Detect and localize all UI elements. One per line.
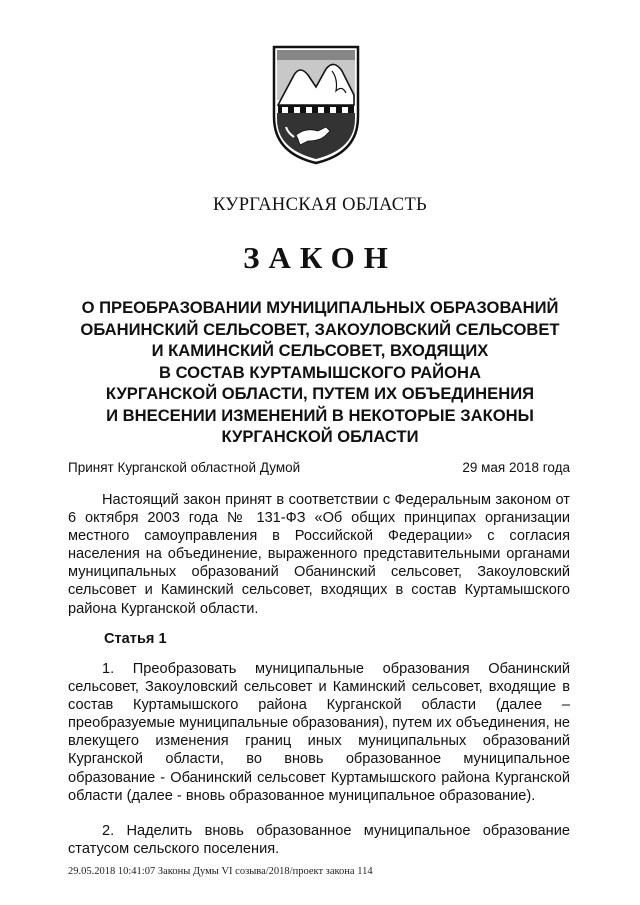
adopted-by: Принят Курганской областной Думой bbox=[68, 460, 301, 475]
law-title-line: И ВНЕСЕНИИ ИЗМЕНЕНИЙ В НЕКОТОРЫЕ ЗАКОНЫ bbox=[106, 405, 534, 425]
law-title-line: ОБАНИНСКИЙ СЕЛЬСОВЕТ, ЗАКОУЛОВСКИЙ СЕЛЬСОВЕТ bbox=[80, 319, 560, 339]
preamble-paragraph: Настоящий закон принят в соответствии с Федеральным законом от 6 октября 2003 года № 131-ФЗ «Об общих принципах организации местного самоуправления в Российской Федерации» с согласия населения на объединение, выраженного представительными органами муниципальных образований Обанинский сельсовет, Закоуловский сельсовет и Каминский сельсовет, входящих в состав Куртамышского района Курганской области. bbox=[68, 492, 570, 617]
adoption-row bbox=[68, 460, 570, 475]
coat-of-arms-icon bbox=[272, 45, 360, 165]
law-title bbox=[40, 297, 600, 448]
law-title-line: О ПРЕОБРАЗОВАНИИ МУНИЦИПАЛЬНЫХ ОБРАЗОВАНИЙ bbox=[81, 298, 559, 317]
law-title-line: И КАМИНСКИЙ СЕЛЬСОВЕТ, ВХОДЯЩИХ bbox=[151, 341, 489, 360]
law-title-line: КУРГАНСКОЙ ОБЛАСТИ, ПУТЕМ ИХ ОБЪЕДИНЕНИЯ bbox=[105, 384, 535, 403]
law-title-line: КУРГАНСКОЙ ОБЛАСТИ bbox=[221, 427, 419, 446]
article-heading: Статья 1 bbox=[104, 631, 167, 647]
region-name: КУРГАНСКАЯ ОБЛАСТЬ bbox=[213, 195, 427, 215]
law-title-line: В СОСТАВ КУРТАМЫШСКОГО РАЙОНА bbox=[159, 362, 481, 382]
article-item-2: 2. Наделить вновь образованное муниципальное образование статусом сельского поселения. bbox=[68, 823, 570, 858]
footer-stamp: 29.05.2018 10:41:07 Законы Думы VI созыва/2018/проект закона 114 bbox=[68, 866, 373, 877]
document-type: ЗАКОН bbox=[243, 240, 397, 275]
adoption-date: 29 мая 2018 года bbox=[462, 460, 570, 475]
article-item-1: 1. Преобразовать муниципальные образования Обанинский сельсовет, Закоуловский сельсовет и Каминский сельсовет, входящие в состав Куртамышского района Курганской области (далее – преобразуемые муниципальные образования), путем их объединения, не влекущего изменения границ иных муниципальных образований Курганской области, во вновь образованное муниципальное образование - Обанинский сельсовет Куртамышского района Курганской области (далее - вновь образованное муниципальное образование). bbox=[68, 661, 570, 804]
